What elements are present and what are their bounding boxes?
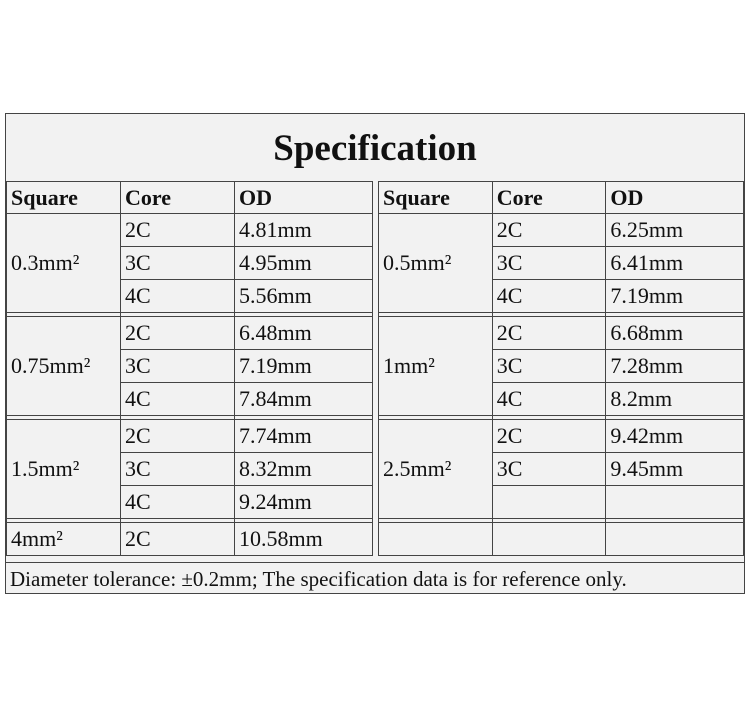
od-cell: 8.32mm	[235, 453, 373, 486]
od-cell: 7.28mm	[606, 350, 744, 383]
spec-table-left	[6, 181, 373, 556]
header-od: OD	[235, 181, 373, 214]
core-cell: 3C	[493, 247, 607, 280]
table-row	[6, 523, 373, 556]
core-cell	[493, 523, 607, 556]
core-cell: 4C	[493, 383, 607, 416]
header-square: Square	[6, 181, 121, 214]
header-core: Core	[121, 181, 235, 214]
core-cell: 3C	[493, 350, 607, 383]
square-cell: 0.3mm²	[6, 214, 121, 313]
od-cell	[606, 523, 744, 556]
od-cell: 6.68mm	[606, 317, 744, 350]
core-cell: 2C	[493, 214, 607, 247]
od-cell: 6.25mm	[606, 214, 744, 247]
core-cell: 4C	[121, 383, 235, 416]
core-cell: 4C	[121, 280, 235, 313]
od-cell: 8.2mm	[606, 383, 744, 416]
square-cell: 0.5mm²	[378, 214, 493, 313]
od-cell: 7.84mm	[235, 383, 373, 416]
od-cell: 7.74mm	[235, 420, 373, 453]
header-square: Square	[378, 181, 493, 214]
square-cell: 1.5mm²	[6, 420, 121, 519]
table-row	[6, 420, 373, 453]
core-cell: 3C	[493, 453, 607, 486]
header-row	[6, 181, 373, 214]
square-cell: 1mm²	[378, 317, 493, 416]
core-cell: 3C	[121, 247, 235, 280]
square-cell: 2.5mm²	[378, 420, 493, 519]
header-row	[378, 181, 744, 214]
table-row	[378, 317, 744, 350]
od-cell: 10.58mm	[235, 523, 373, 556]
od-cell: 7.19mm	[606, 280, 744, 313]
od-cell	[606, 486, 744, 519]
od-cell: 6.41mm	[606, 247, 744, 280]
od-cell: 9.24mm	[235, 486, 373, 519]
specification-sheet	[5, 113, 745, 594]
table-row	[6, 317, 373, 350]
header-od: OD	[606, 181, 744, 214]
core-cell: 4C	[493, 280, 607, 313]
od-cell: 5.56mm	[235, 280, 373, 313]
od-cell: 6.48mm	[235, 317, 373, 350]
square-cell: 4mm²	[6, 523, 121, 556]
core-cell: 2C	[493, 317, 607, 350]
od-cell: 4.81mm	[235, 214, 373, 247]
table-row	[378, 214, 744, 247]
core-cell: 3C	[121, 453, 235, 486]
core-cell: 3C	[121, 350, 235, 383]
od-cell: 9.42mm	[606, 420, 744, 453]
page-title: Specification	[273, 128, 477, 169]
core-cell: 2C	[121, 214, 235, 247]
square-cell: 0.75mm²	[6, 317, 121, 416]
spec-table-right	[378, 181, 744, 556]
core-cell: 4C	[121, 486, 235, 519]
od-cell: 4.95mm	[235, 247, 373, 280]
square-cell	[378, 523, 493, 556]
od-cell: 9.45mm	[606, 453, 744, 486]
core-cell: 2C	[121, 420, 235, 453]
core-cell: 2C	[121, 523, 235, 556]
core-cell: 2C	[493, 420, 607, 453]
od-cell: 7.19mm	[235, 350, 373, 383]
core-cell: 2C	[121, 317, 235, 350]
header-core: Core	[493, 181, 607, 214]
table-row	[378, 420, 744, 453]
tolerance-note: Diameter tolerance: ±0.2mm; The specification data is for reference only.	[6, 562, 744, 594]
table-row	[378, 523, 744, 556]
table-row	[6, 214, 373, 247]
core-cell	[493, 486, 607, 519]
